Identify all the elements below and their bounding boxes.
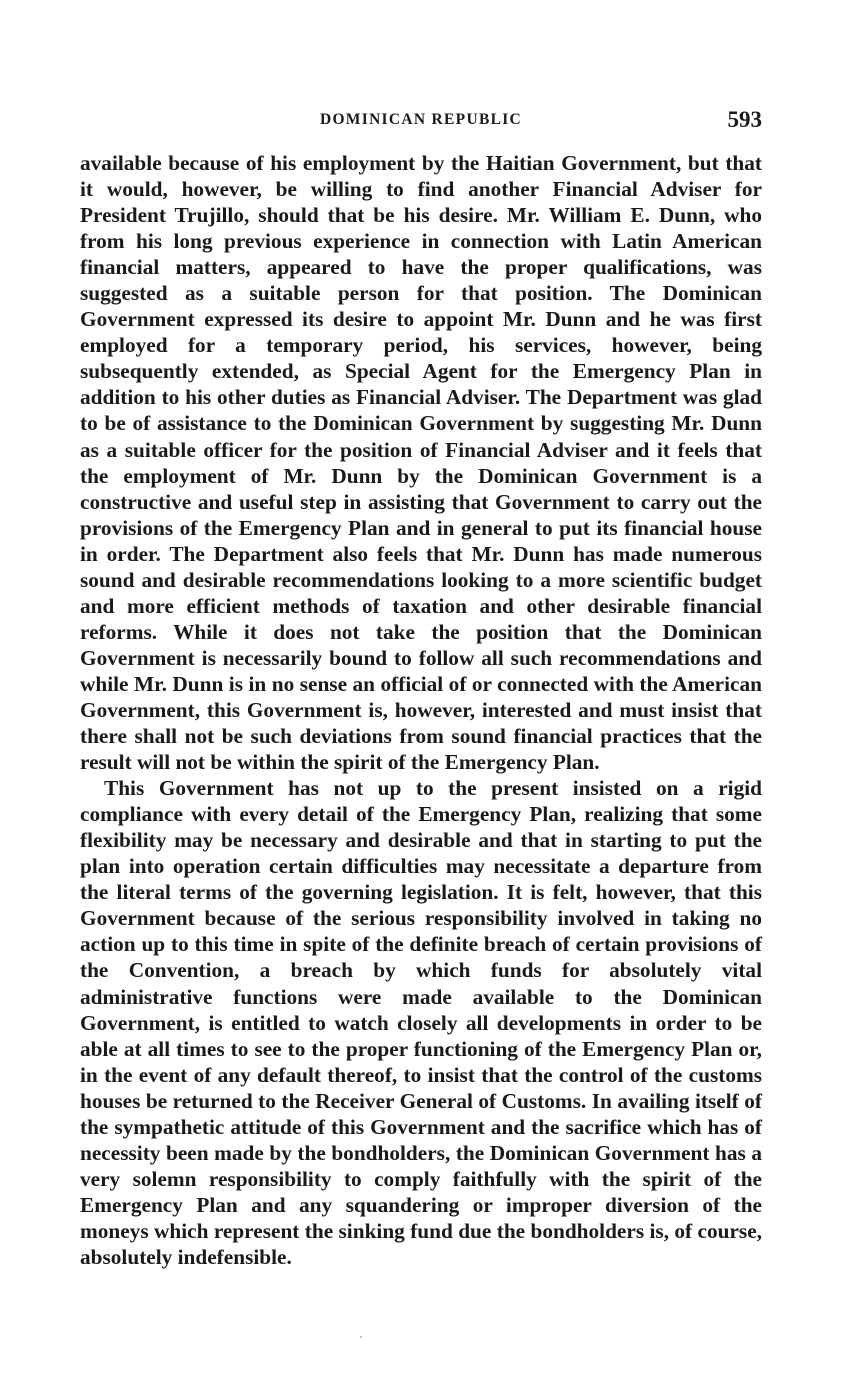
paragraph: This Government has not up to the present insisted on a rigid compliance with every detail of the Emergency Plan, realizing that some flexibility may be necessary and desirable and that in starting to put the plan into operation certain difficulties may necessitate a departure from the literal terms of the governing legislation. It is felt, however, that this Government because of the serious responsibility involved in taking no action up to this time in spite of the definite breach of certain provisions of the Convention, a breach by which funds for absolutely vital administrative functions were made available to the Dominican Government, is entitled to watch closely all developments in order to be able at all times to see to the proper functioning of the Emergency Plan or, in the event of any default thereof, to insist that the control of the customs houses be returned to the Receiver General of Customs. In availing itself of the sympathetic attitude of this Government and the sacrifice which has of necessity been made by the bondholders, the Dominican Government has a very solemn responsibility to comply faithfully with the spirit of the Emergency Plan and any squandering or improper diversion of the moneys which represent the sinking fund due the bondholders is, of course, absolutely indefensible. [80, 776, 762, 1269]
scan-speck [360, 1336, 362, 1338]
body-text [80, 150, 762, 1270]
running-title: DOMINICAN REPUBLIC [319, 111, 523, 128]
page-number: 593 [727, 107, 762, 132]
paragraph-continued: available because of his employment by the Haitian Government, but that it would, however, be willing to find another Financial Adviser for President Trujillo, should that be his desire. Mr. William E. Dunn, who from his long previous experience in connection with Latin American financial matters, appeared to have the proper qualifications, was suggested as a suitable person for that position. The Dominican Government expressed its desire to appoint Mr. Dunn and he was first employed for a temporary period, his services, however, being subsequently extended, as Special Agent for the Emergency Plan in addition to his other duties as Financial Adviser. The Department was glad to be of assistance to the Dominican Government by suggesting Mr. Dunn as a suitable officer for the position of Financial Adviser and it feels that the employment of Mr. Dunn by the Dominican Government is a constructive and useful step in assisting that Government to carry out the provisions of the Emergency Plan and in general to put its financial house in order. The Department also feels that Mr. Dunn has made numerous sound and desirable recommendations looking to a more scientific budget and more efficient methods of taxation and other desirable financial reforms. While it does not take the position that the Dominican Government is necessarily bound to follow all such recommendations and while Mr. Dunn is in no sense an official of or connected with the American Government, this Government is, however, interested and must insist that there shall not be such deviations from sound financial practices that the result will not be within the spirit of the Emergency Plan. [80, 151, 762, 775]
running-head [80, 107, 762, 137]
